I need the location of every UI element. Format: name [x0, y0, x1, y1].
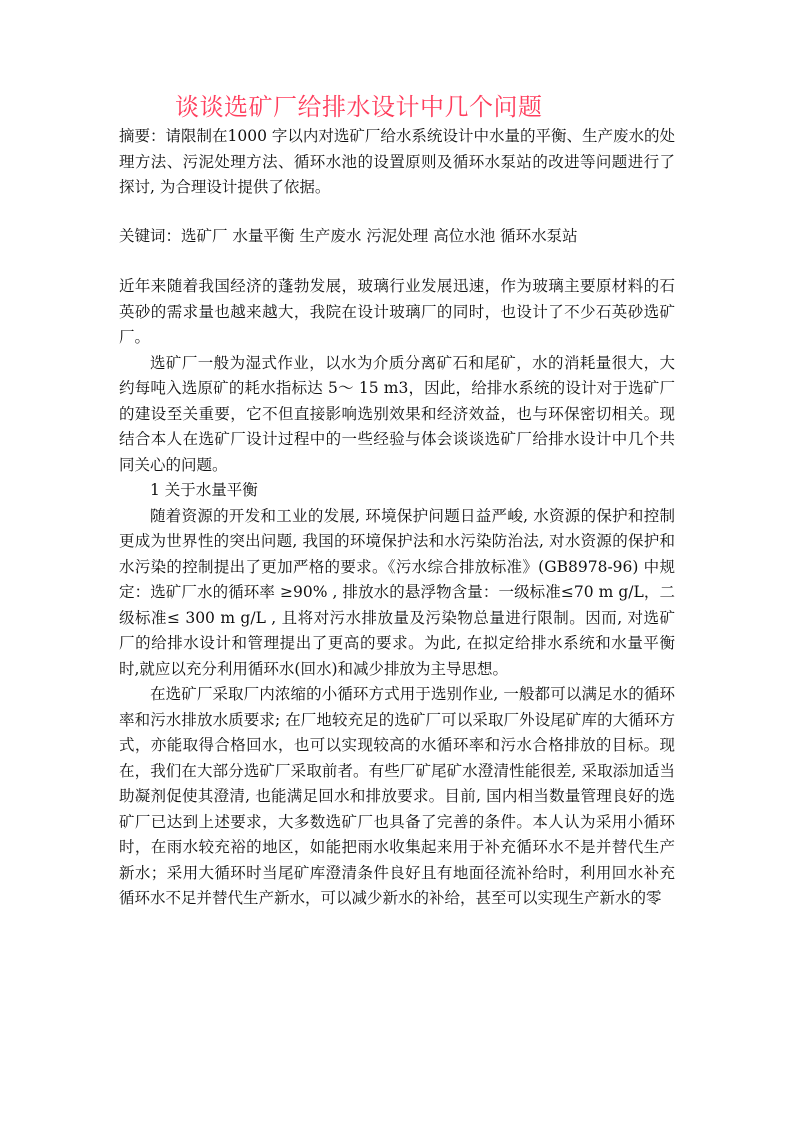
spacer — [119, 201, 675, 224]
body-paragraph: 随着资源的开发和工业的发展, 环境保护问题日益严峻, 水资源的保护和控制更成为世界性的突出问题, 我国的环境保护法和水污染防治法, 对水资源的保护和水污染的控制提出了更加严格的要求。《污水综合排放标准》(GB8978-96) 中规定：选矿厂水的循环率 ≥90% , 排放水的悬浮物含量：一级标准≤70 m g/L，二级标准≤ 300 m g/L , 且将对污水排放量及污染物总量进行限制。因而, 对选矿厂的给排水设计和管理提出了更高的要求。为此, 在拟定给排水系统和水量平衡时,就应以充分利用循环水(回水)和减少排放为主导思想。 — [119, 506, 675, 678]
section-heading: 1 关于水量平衡 — [150, 481, 258, 499]
keywords-line: 关键词：选矿厂 水量平衡 生产废水 污泥处理 高位水池 循环水泵站 — [119, 226, 578, 245]
document-title: 谈谈选矿厂给排水设计中几个问题 — [175, 93, 543, 121]
abstract-paragraph: 摘要：请限制在1000 字以内对选矿厂给水系统设计中水量的平衡、生产废水的处理方法、污泥处理方法、循环水池的设置原则及循环水泵站的改进等问题进行了探讨, 为合理设计提供了依据。 — [119, 127, 675, 196]
intro-paragraph: 近年来随着我国经济的蓬勃发展，玻璃行业发展迅速，作为玻璃主要原材料的石英砂的需求量也越来越大，我院在设计玻璃厂的同时，也设计了不少石英砂选矿厂。 — [119, 277, 675, 346]
document-body — [119, 92, 675, 912]
spacer — [119, 249, 675, 274]
body-paragraph: 在选矿厂采取厂内浓缩的小循环方式用于选别作业, 一般都可以满足水的循环率和污水排放水质要求; 在厂地较充足的选矿厂可以采取厂外设尾矿库的大循环方式，亦能取得合格回水，也可以实现较高的水循环率和污水合格排放的目标。现在，我们在大部分选矿厂采取前者。有些厂矿尾矿水澄清性能很差, 采取添加适当助凝剂促使其澄清, 也能满足回水和排放要求。目前, 国内相当数量管理良好的选矿厂已达到上述要求，大多数选矿厂也具备了完善的条件。本人认为采用小循环时，在雨水较充裕的地区，如能把雨水收集起来用于补充循环水不是并替代生产新水；采用大循环时当尾矿库澄清条件良好且有地面径流补给时，利用回水补充循环水不足并替代生产新水，可以减少新水的补给，甚至可以实现生产新水的零 — [119, 685, 675, 907]
body-paragraph: 选矿厂一般为湿式作业，以水为介质分离矿石和尾矿，水的消耗量很大，大约每吨入选原矿的耗水指标达 5～ 15 m3，因此，给排水系统的设计对于选矿厂的建设至关重要，它不但直接影响选别效果和经济效益，也与环保密切相关。现结合本人在选矿厂设计过程中的一些经验与体会谈谈选矿厂给排水设计中几个共同关心的问题。 — [119, 353, 675, 474]
